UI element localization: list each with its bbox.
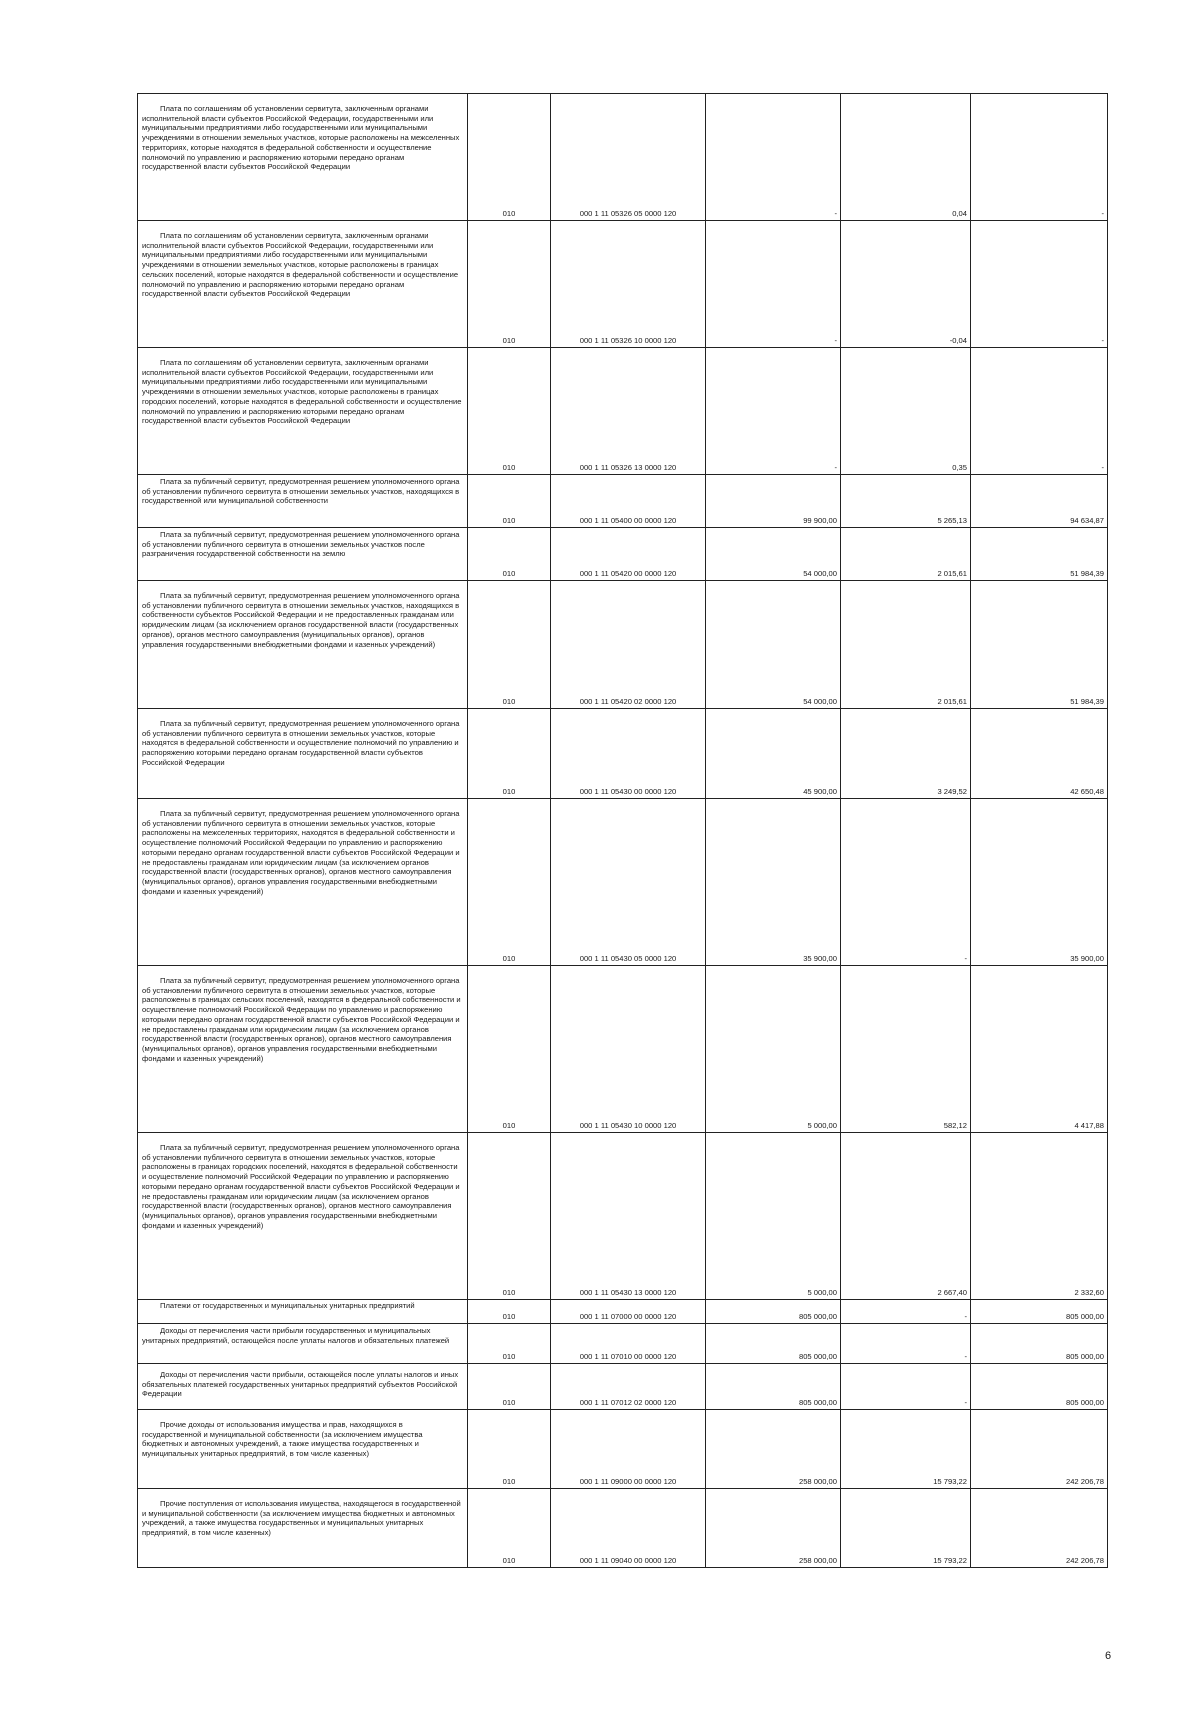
row-line-code: 010: [468, 1300, 551, 1324]
row-unexecuted-amount: 805 000,00: [971, 1364, 1108, 1410]
row-unexecuted-amount: 42 650,48: [971, 709, 1108, 799]
row-plan-amount: 5 000,00: [706, 1133, 841, 1300]
table-row: [138, 1300, 1108, 1324]
row-line-code: 010: [468, 1133, 551, 1300]
row-line-code: 010: [468, 966, 551, 1133]
row-unexecuted-amount: 35 900,00: [971, 799, 1108, 966]
row-unexecuted-amount: 94 634,87: [971, 475, 1108, 528]
row-line-code: 010: [468, 581, 551, 709]
row-plan-amount: 805 000,00: [706, 1364, 841, 1410]
row-unexecuted-amount: 242 206,78: [971, 1410, 1108, 1489]
row-line-code: 010: [468, 475, 551, 528]
budget-table: [137, 93, 1108, 1568]
row-budget-code: 000 1 11 09040 00 0000 120: [551, 1489, 706, 1568]
row-executed-amount: 3 249,52: [841, 709, 971, 799]
row-unexecuted-amount: 242 206,78: [971, 1489, 1108, 1568]
row-description: Плата за публичный сервитут, предусмотренная решением уполномоченного органа об установлении публичного сервитута в отношении земельных участков, которые расположены в границах городских поселений, находятся в федеральной собственности и осуществление полномочий Российской Федерации по управлению и распоряжению которыми передано органам государственной власти субъектов Российской Федерации и не предоставлены гражданам или юридическим лицам (за исключением органов государственной власти (государственных органов), органов местного самоуправления (муниципальных органов), органов управления государственными внебюджетными фондами и казенных учреждений): [138, 1133, 468, 1300]
row-executed-amount: 2 667,40: [841, 1133, 971, 1300]
row-unexecuted-amount: -: [971, 348, 1108, 475]
row-budget-code: 000 1 11 07010 00 0000 120: [551, 1324, 706, 1364]
row-line-code: 010: [468, 1410, 551, 1489]
row-budget-code: 000 1 11 05430 13 0000 120: [551, 1133, 706, 1300]
row-description: Прочие поступления от использования имущества, находящегося в государственной и муниципальной собственности (за исключением имущества бюджетных и автономных учреждений, а также имущества государственных и муниципальных унитарных предприятий, в том числе казенных): [138, 1489, 468, 1568]
row-unexecuted-amount: 805 000,00: [971, 1324, 1108, 1364]
row-line-code: 010: [468, 348, 551, 475]
row-plan-amount: -: [706, 94, 841, 221]
row-budget-code: 000 1 11 07000 00 0000 120: [551, 1300, 706, 1324]
row-executed-amount: -0,04: [841, 221, 971, 348]
row-unexecuted-amount: 51 984,39: [971, 581, 1108, 709]
row-executed-amount: 2 015,61: [841, 581, 971, 709]
row-line-code: 010: [468, 94, 551, 221]
row-description: Плата за публичный сервитут, предусмотренная решением уполномоченного органа об установлении публичного сервитута в отношении земельных участков после разграничения государственной собственности на землю: [138, 528, 468, 581]
row-plan-amount: -: [706, 221, 841, 348]
row-executed-amount: 15 793,22: [841, 1410, 971, 1489]
row-budget-code: 000 1 11 05420 00 0000 120: [551, 528, 706, 581]
row-unexecuted-amount: 4 417,88: [971, 966, 1108, 1133]
row-budget-code: 000 1 11 05400 00 0000 120: [551, 475, 706, 528]
table-row: [138, 1489, 1108, 1568]
row-executed-amount: -: [841, 1364, 971, 1410]
row-line-code: 010: [468, 1489, 551, 1568]
row-plan-amount: 99 900,00: [706, 475, 841, 528]
table-row: [138, 94, 1108, 221]
table-row: [138, 475, 1108, 528]
row-budget-code: 000 1 11 05420 02 0000 120: [551, 581, 706, 709]
row-description: Доходы от перечисления части прибыли государственных и муниципальных унитарных предприятий, остающейся после уплаты налогов и обязательных платежей: [138, 1324, 468, 1364]
row-plan-amount: 35 900,00: [706, 799, 841, 966]
table-row: [138, 1133, 1108, 1300]
row-executed-amount: 5 265,13: [841, 475, 971, 528]
table-row: [138, 528, 1108, 581]
row-budget-code: 000 1 11 05430 05 0000 120: [551, 799, 706, 966]
row-plan-amount: -: [706, 348, 841, 475]
row-plan-amount: 5 000,00: [706, 966, 841, 1133]
row-budget-code: 000 1 11 05326 10 0000 120: [551, 221, 706, 348]
row-line-code: 010: [468, 1364, 551, 1410]
row-budget-code: 000 1 11 05326 05 0000 120: [551, 94, 706, 221]
row-executed-amount: 0,35: [841, 348, 971, 475]
row-line-code: 010: [468, 799, 551, 966]
row-executed-amount: 0,04: [841, 94, 971, 221]
table-row: [138, 799, 1108, 966]
row-description: Плата за публичный сервитут, предусмотренная решением уполномоченного органа об установлении публичного сервитута в отношении земельных участков, которые расположены в границах сельских поселений, находятся в федеральной собственности и осуществление полномочий Российской Федерации по управлению и распоряжению которыми передано органам государственной власти субъектов Российской Федерации и не предоставлены гражданам или юридическим лицам (за исключением органов государственной власти (государственных органов), органов местного самоуправления (муниципальных органов), органов управления государственными внебюджетными фондами и казенных учреждений): [138, 966, 468, 1133]
row-plan-amount: 805 000,00: [706, 1324, 841, 1364]
table-row: [138, 1364, 1108, 1410]
row-unexecuted-amount: 805 000,00: [971, 1300, 1108, 1324]
row-description: Платежи от государственных и муниципальных унитарных предприятий: [138, 1300, 468, 1324]
row-executed-amount: -: [841, 1324, 971, 1364]
row-budget-code: 000 1 11 05430 10 0000 120: [551, 966, 706, 1133]
row-plan-amount: 54 000,00: [706, 528, 841, 581]
table-row: [138, 966, 1108, 1133]
row-description: Плата за публичный сервитут, предусмотренная решением уполномоченного органа об установлении публичного сервитута в отношении земельных участков, находящихся в собственности субъектов Российской Федерации и не предоставленных гражданам или юридическим лицам (за исключением органов государственной власти (государственных органов), органов местного самоуправления (муниципальных органов), органов управления государственными внебюджетными фондами и казенных учреждений): [138, 581, 468, 709]
row-executed-amount: 2 015,61: [841, 528, 971, 581]
row-unexecuted-amount: -: [971, 221, 1108, 348]
row-executed-amount: 15 793,22: [841, 1489, 971, 1568]
row-budget-code: 000 1 11 07012 02 0000 120: [551, 1364, 706, 1410]
row-budget-code: 000 1 11 05326 13 0000 120: [551, 348, 706, 475]
row-description: Плата за публичный сервитут, предусмотренная решением уполномоченного органа об установлении публичного сервитута в отношении земельных участков, которые находятся в федеральной собственности и осуществление полномочий по управлению и распоряжению которыми передано органам государственной власти субъектов Российской Федерации: [138, 709, 468, 799]
row-description: Плата по соглашениям об установлении сервитута, заключенным органами исполнительной власти субъектов Российской Федерации, государственными или муниципальными предприятиями либо государственными или муниципальными учреждениями в отношении земельных участков, которые расположены на межселенных территориях, которые находятся в федеральной собственности и осуществление полномочий по управлению и распоряжению которыми передано органам государственной власти субъектов Российской Федерации: [138, 94, 468, 221]
row-unexecuted-amount: 51 984,39: [971, 528, 1108, 581]
row-line-code: 010: [468, 221, 551, 348]
row-plan-amount: 54 000,00: [706, 581, 841, 709]
row-description: Доходы от перечисления части прибыли, остающейся после уплаты налогов и иных обязательных платежей государственных унитарных предприятий субъектов Российской Федерации: [138, 1364, 468, 1410]
row-description: Прочие доходы от использования имущества и прав, находящихся в государственной и муниципальной собственности (за исключением имущества бюджетных и автономных учреждений, а также имущества государственных и муниципальных унитарных предприятий, в том числе казенных): [138, 1410, 468, 1489]
row-line-code: 010: [468, 709, 551, 799]
row-executed-amount: -: [841, 1300, 971, 1324]
row-plan-amount: 45 900,00: [706, 709, 841, 799]
row-unexecuted-amount: -: [971, 94, 1108, 221]
row-line-code: 010: [468, 1324, 551, 1364]
row-unexecuted-amount: 2 332,60: [971, 1133, 1108, 1300]
row-description: Плата за публичный сервитут, предусмотренная решением уполномоченного органа об установлении публичного сервитута в отношении земельных участков, находящихся в государственной или муниципальной собственности: [138, 475, 468, 528]
page-number: 6: [1105, 1650, 1112, 1662]
row-description: Плата по соглашениям об установлении сервитута, заключенным органами исполнительной власти субъектов Российской Федерации, государственными или муниципальными предприятиями либо государственными или муниципальными учреждениями в отношении земельных участков, которые расположены в границах городских поселений, которые находятся в федеральной собственности и осуществление полномочий по управлению и распоряжению которыми передано органам государственной власти субъектов Российской Федерации: [138, 348, 468, 475]
row-executed-amount: -: [841, 799, 971, 966]
table-row: [138, 581, 1108, 709]
row-budget-code: 000 1 11 09000 00 0000 120: [551, 1410, 706, 1489]
table-row: [138, 221, 1108, 348]
row-description: Плата за публичный сервитут, предусмотренная решением уполномоченного органа об установлении публичного сервитута в отношении земельных участков, которые расположены на межселенных территориях, находятся в федеральной собственности и осуществление полномочий Российской Федерации по управлению и распоряжению которыми передано органам государственной власти субъектов Российской Федерации и не предоставлены гражданам или юридическим лицам (за исключением органов государственной власти (государственных органов), органов местного самоуправления (муниципальных органов), органов управления государственными внебюджетными фондами и казенных учреждений): [138, 799, 468, 966]
row-executed-amount: 582,12: [841, 966, 971, 1133]
table-row: [138, 1324, 1108, 1364]
row-plan-amount: 258 000,00: [706, 1410, 841, 1489]
row-plan-amount: 258 000,00: [706, 1489, 841, 1568]
row-budget-code: 000 1 11 05430 00 0000 120: [551, 709, 706, 799]
row-line-code: 010: [468, 528, 551, 581]
table-row: [138, 709, 1108, 799]
row-plan-amount: 805 000,00: [706, 1300, 841, 1324]
table-row: [138, 348, 1108, 475]
table-row: [138, 1410, 1108, 1489]
row-description: Плата по соглашениям об установлении сервитута, заключенным органами исполнительной власти субъектов Российской Федерации, государственными или муниципальными предприятиями либо государственными или муниципальными учреждениями в отношении земельных участков, которые расположены в границах сельских поселений, которые находятся в федеральной собственности и осуществление полномочий по управлению и распоряжению которыми передано органам государственной власти субъектов Российской Федерации: [138, 221, 468, 348]
